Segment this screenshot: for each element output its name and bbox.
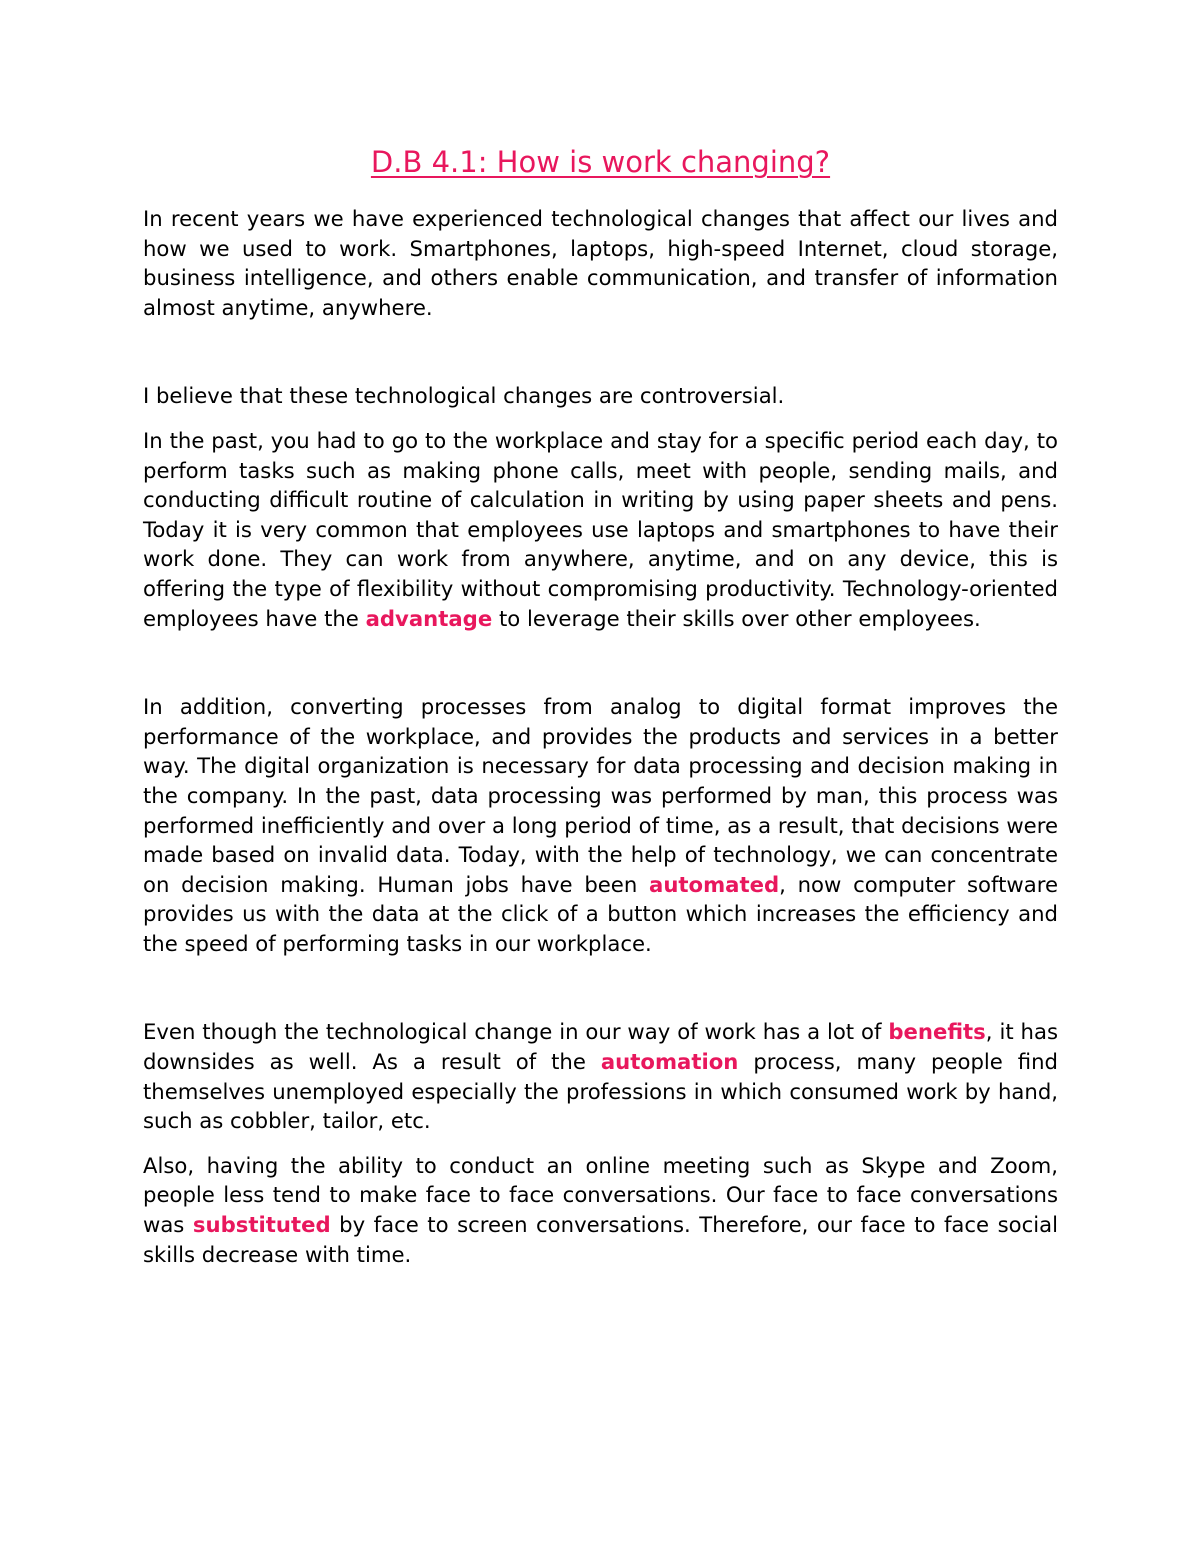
paragraph-downsides-text-2: , it has downsides as well. As a result of the	[143, 1019, 1058, 1075]
highlight-automation: automation	[600, 1049, 739, 1075]
paragraph-downsides	[143, 1017, 1058, 1135]
paragraph-addition	[143, 692, 1058, 958]
paragraph-past-text-end: to leverage their skills over other employees.	[492, 605, 981, 631]
document-title: D.B 4.1: How is work changing?	[370, 145, 831, 179]
highlight-advantage: advantage	[365, 605, 493, 631]
document-page	[143, 140, 1058, 1269]
paragraph-online-meetings-text-end: by face to screen conversations. Therefore, our face to face social skills decrease with time.	[143, 1212, 1058, 1267]
paragraph-online-meetings-text: Also, having the ability to conduct an online meeting such as Skype and Zoom, people less tend to make face to face conversations. Our face to face conversations was	[143, 1152, 1058, 1238]
paragraph-online-meetings	[143, 1151, 1058, 1269]
paragraph-addition-text-end: , now computer software provides us with the data at the click of a button which increases the efficiency and the speed of performing tasks in our workplace.	[143, 871, 1058, 956]
highlight-automated: automated	[649, 871, 780, 897]
paragraph-past-text: In the past, you had to go to the workplace and stay for a specific period each day, to perform tasks such as making phone calls, meet with people, sending mails, and conducting difficult routine of calculation in writing by using paper sheets and pens. Today it is very common that employees use laptops and smartphones to have their work done. They can work from anywhere, anytime, and on any device, this is offering the type of flexibility without compromising productivity. Technology-oriented employees have the	[143, 427, 1058, 631]
paragraph-belief: I believe that these technological changes are controversial.	[143, 383, 785, 409]
paragraph-past	[143, 426, 1058, 633]
highlight-substituted: substituted	[192, 1212, 331, 1238]
paragraph-downsides-text-1: Even though the technological change in our way of work has a lot of	[143, 1019, 889, 1045]
paragraph-downsides-text-3: process, many people find themselves unemployed especially the professions in which consumed work by hand, such as cobbler, tailor, etc.	[143, 1049, 1058, 1134]
paragraph-intro: In recent years we have experienced technological changes that affect our lives and how we used to work. Smartphones, laptops, high-speed Internet, cloud storage, business intelligence, and others enable communication, and transfer of information almost anytime, anywhere.	[143, 206, 1058, 320]
highlight-benefits: benefits	[888, 1019, 986, 1045]
paragraph-addition-text: In addition, converting processes from analog to digital format improves the performance of the workplace, and provides the products and services in a better way. The digital organization is necessary for data processing and decision making in the company. In the past, data processing was performed by man, this process was performed inefficiently and over a long period of time, as a result, that decisions were made based on invalid data. Today, with the help of technology, we can concentrate on decision making. Human jobs have been	[143, 694, 1058, 897]
